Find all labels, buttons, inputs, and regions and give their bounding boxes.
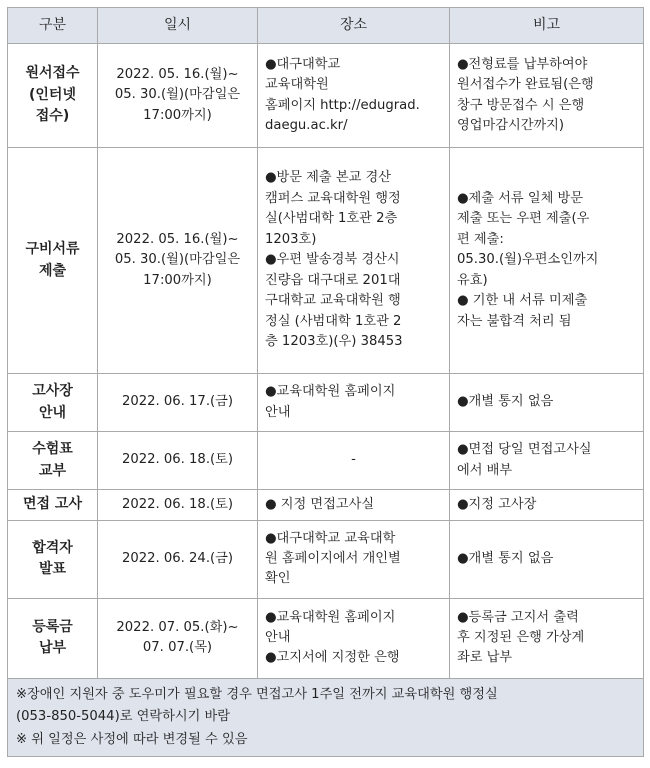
row-category-cell: [8, 432, 98, 490]
cell-text-line: 2022. 06. 18.(토): [121, 452, 234, 468]
header-category: 구분: [8, 8, 98, 44]
cell-text-line: 에서 배부: [457, 462, 513, 478]
table-row: [8, 432, 644, 490]
row-place-cell: [258, 598, 450, 678]
row-date-cell: [98, 374, 258, 432]
cell-text-line: ●대구대학교 교육대학: [265, 530, 396, 546]
cell-text-line: 07. 07.(목): [142, 640, 213, 656]
row-place-cell: [258, 148, 450, 374]
cell-text-line: daegu.ac.kr/: [265, 117, 348, 133]
cell-text-line: 17:00까지): [143, 107, 212, 123]
footnote-line: ※장애인 지원자 중 도우미가 필요할 경우 면접고사 1주일 전까지 교육대학원 행정실: [16, 686, 498, 702]
cell-text-line: 2022. 05. 16.(월)~: [116, 66, 239, 82]
row-place-cell: [258, 520, 450, 598]
cell-text-line: ●방문 제출 본교 경산: [265, 170, 391, 186]
cell-text-line: 자는 불합격 처리 됨: [457, 313, 572, 329]
row-place-cell: [258, 44, 450, 148]
row-category-cell: [8, 374, 98, 432]
cell-text-line: ● 기한 내 서류 미제출: [457, 293, 588, 309]
cell-text-line: 등록금: [32, 618, 73, 635]
row-place-cell: [258, 490, 450, 521]
cell-text-line: (인터넷: [29, 86, 76, 103]
cell-text-line: 2022. 06. 24.(금): [121, 550, 234, 566]
cell-text-line: 제출 또는 우편 제출(우: [457, 211, 590, 227]
cell-text-line: ●우편 발송경북 경산시: [265, 252, 400, 268]
cell-text-line: 수험표: [32, 440, 73, 457]
footnote-row: [8, 678, 644, 756]
cell-text-line: ●고지서에 지정한 은행: [265, 650, 400, 666]
cell-text-line: 층 1203호)(우) 38453: [265, 334, 403, 350]
cell-text-line: 안내: [38, 404, 67, 421]
cell-text-line: 안내: [265, 404, 291, 420]
cell-text-line: 원 홈페이지에서 개인별: [265, 550, 401, 566]
row-category-cell: [8, 520, 98, 598]
table-header-row: [8, 8, 644, 44]
cell-text-line: 영업마감시간까지): [457, 117, 565, 133]
cell-text-line: ●대구대학교: [265, 56, 341, 72]
cell-text-line: ●전형료를 납부하여야: [457, 56, 588, 72]
table-row: [8, 490, 644, 521]
row-note-cell: [450, 432, 644, 490]
row-note-cell: [450, 520, 644, 598]
row-note-cell: [450, 598, 644, 678]
cell-text-line: 고사장: [32, 382, 73, 399]
cell-text-line: 안내: [265, 629, 291, 645]
cell-text-line: 확인: [265, 571, 291, 587]
cell-text-line: 홈페이지 http://edugrad.: [265, 97, 420, 113]
cell-text-line: 편 제출:: [457, 231, 504, 247]
table-row: [8, 148, 644, 374]
cell-text-line: 제출: [38, 262, 67, 279]
table-row: [8, 520, 644, 598]
cell-text-line: 05. 30.(월)(마감일은: [114, 252, 241, 268]
cell-text-line: ●면접 당일 면접고사실: [457, 442, 592, 458]
table-row: [8, 598, 644, 678]
header-date: 일시: [98, 8, 258, 44]
row-note-cell: [450, 490, 644, 521]
table-body: [8, 44, 644, 679]
cell-text-line: 실(사범대학 1호관 2층: [265, 211, 398, 227]
header-note: 비고: [450, 8, 644, 44]
cell-text-line: 구대학교 교육대학원 행: [265, 293, 401, 309]
row-date-cell: [98, 490, 258, 521]
footnote-line: ※ 위 일정은 사정에 따라 변경될 수 있음: [16, 731, 248, 747]
cell-text-line: 교육대학원: [265, 77, 329, 93]
row-place-cell: [258, 374, 450, 432]
row-category-cell: [8, 598, 98, 678]
row-date-cell: [98, 148, 258, 374]
admission-schedule-table: [7, 7, 644, 757]
row-date-cell: [98, 520, 258, 598]
cell-text-line: ● 지정 면접고사실: [265, 496, 375, 512]
cell-text-line: 구비서류: [25, 240, 80, 257]
cell-text-line: 교부: [38, 462, 67, 479]
cell-text-line: 캠퍼스 교육대학원 행정: [265, 190, 401, 206]
cell-text-line: -: [351, 452, 356, 468]
row-category-cell: [8, 44, 98, 148]
row-note-cell: [450, 374, 644, 432]
row-category-cell: [8, 490, 98, 521]
cell-text-line: ●개별 통지 없음: [457, 550, 554, 566]
cell-text-line: 유효): [457, 272, 488, 288]
cell-text-line: 면접 고사: [23, 496, 82, 512]
cell-text-line: 05.30.(월)우편소인까지: [457, 252, 599, 268]
cell-text-line: 좌로 납부: [457, 650, 513, 666]
cell-text-line: 납부: [38, 640, 67, 657]
cell-text-line: 합격자: [32, 539, 73, 556]
row-date-cell: [98, 598, 258, 678]
row-date-cell: [98, 432, 258, 490]
row-category-cell: [8, 148, 98, 374]
cell-text-line: 원서접수가 완료됨(은행: [457, 77, 594, 93]
footnote-line: (053-850-5044)로 연락하시기 바람: [16, 709, 231, 725]
footnote-cell: [8, 678, 644, 756]
cell-text-line: ●교육대학원 홈페이지: [265, 384, 396, 400]
cell-text-line: 2022. 06. 17.(금): [121, 394, 234, 410]
cell-text-line: 후 지정된 은행 가상계: [457, 629, 585, 645]
cell-text-line: ●교육대학원 홈페이지: [265, 609, 396, 625]
cell-text-line: 2022. 06. 18.(토): [121, 496, 234, 512]
cell-text-line: 발표: [38, 561, 67, 578]
cell-text-line: ●제출 서류 일체 방문: [457, 190, 583, 206]
cell-text-line: 05. 30.(월)(마감일은: [114, 87, 241, 103]
header-place: 장소: [258, 8, 450, 44]
cell-text-line: ●등록금 고지서 출력: [457, 609, 579, 625]
row-note-cell: [450, 44, 644, 148]
cell-text-line: 원서접수: [25, 64, 80, 81]
cell-text-line: 접수): [35, 108, 70, 125]
cell-text-line: 정실 (사범대학 1호관 2: [265, 313, 402, 329]
cell-text-line: 창구 방문접수 시 은행: [457, 97, 585, 113]
cell-text-line: 17:00까지): [143, 272, 212, 288]
row-date-cell: [98, 44, 258, 148]
cell-text-line: ●지정 고사장: [457, 496, 537, 512]
cell-text-line: ●개별 통지 없음: [457, 394, 554, 410]
cell-text-line: 2022. 05. 16.(월)~: [116, 231, 239, 247]
schedule-table-wrapper: [7, 7, 643, 757]
cell-text-line: 진량읍 대구대로 201대: [265, 272, 401, 288]
cell-text-line: 2022. 07. 05.(화)~: [116, 619, 239, 635]
cell-text-line: 1203호): [265, 231, 317, 247]
table-row: [8, 374, 644, 432]
table-row: [8, 44, 644, 148]
row-place-cell: [258, 432, 450, 490]
row-note-cell: [450, 148, 644, 374]
